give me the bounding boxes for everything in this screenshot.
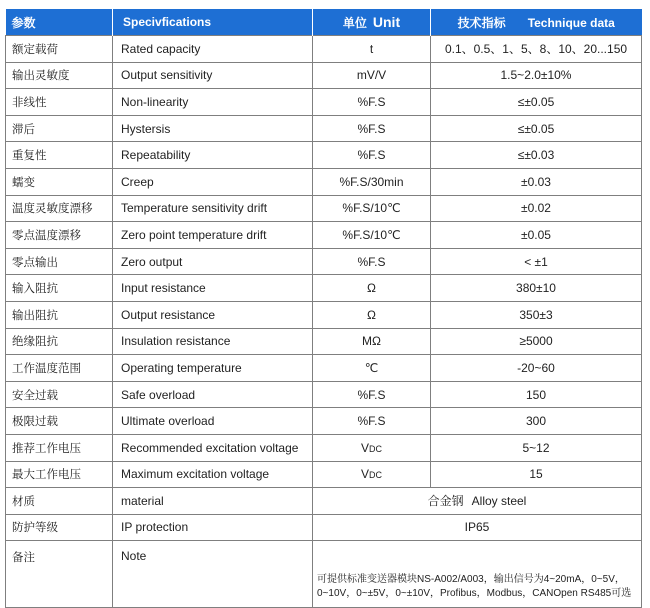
row-cn-label: 极限过载 bbox=[6, 408, 113, 435]
table-row bbox=[6, 461, 642, 488]
row-value: 5~12 bbox=[431, 434, 642, 461]
row-en-label: Non-linearity bbox=[113, 89, 313, 116]
row-cn-label: 绝缘阻抗 bbox=[6, 328, 113, 355]
row-value: < ±1 bbox=[431, 248, 642, 275]
row-value: ≥5000 bbox=[431, 328, 642, 355]
table-row bbox=[6, 248, 642, 275]
row-en-label: Temperature sensitivity drift bbox=[113, 195, 313, 222]
row-en-label: material bbox=[113, 488, 313, 515]
spec-table-container bbox=[5, 9, 641, 608]
row-en-label: Safe overload bbox=[113, 381, 313, 408]
row-en-label: Input resistance bbox=[113, 275, 313, 302]
header-param: 参数 bbox=[6, 9, 113, 36]
row-en-label: Repeatability bbox=[113, 142, 313, 169]
row-unit bbox=[313, 434, 431, 461]
row-unit: %F.S bbox=[313, 248, 431, 275]
material-value bbox=[313, 488, 642, 515]
row-en-label: Note bbox=[113, 541, 313, 608]
row-value: 350±3 bbox=[431, 301, 642, 328]
row-unit: %F.S bbox=[313, 115, 431, 142]
row-unit: %F.S/10℃ bbox=[313, 222, 431, 249]
row-value: ≤±0.05 bbox=[431, 89, 642, 116]
specification-table bbox=[5, 9, 642, 608]
note-value: 可提供标准变送器模块NS-A002/A003，输出信号为4~20mA，0~5V，0~10V，0~±5V，0~±10V，Profibus，Modbus，CANOpen RS485可选 bbox=[313, 541, 642, 608]
row-en-label: Insulation resistance bbox=[113, 328, 313, 355]
header-specifications: Specivfications bbox=[113, 9, 313, 36]
table-row bbox=[6, 275, 642, 302]
row-en-label: Maximum excitation voltage bbox=[113, 461, 313, 488]
row-value: ≤±0.05 bbox=[431, 115, 642, 142]
row-cn-label: 蠕变 bbox=[6, 168, 113, 195]
row-cn-label: 防护等级 bbox=[6, 514, 113, 541]
row-unit: t bbox=[313, 36, 431, 63]
row-value: -20~60 bbox=[431, 355, 642, 382]
row-cn-label: 额定载荷 bbox=[6, 36, 113, 63]
row-value: ±0.02 bbox=[431, 195, 642, 222]
row-cn-label: 输入阻抗 bbox=[6, 275, 113, 302]
table-row bbox=[6, 115, 642, 142]
header-data-en: Technique data bbox=[527, 15, 615, 30]
row-value: 150 bbox=[431, 381, 642, 408]
table-row bbox=[6, 62, 642, 89]
row-value: 15 bbox=[431, 461, 642, 488]
row-cn-label: 零点输出 bbox=[6, 248, 113, 275]
row-en-label: Rated capacity bbox=[113, 36, 313, 63]
table-row-protection bbox=[6, 514, 642, 541]
row-unit: Ω bbox=[313, 275, 431, 302]
header-technique-data bbox=[431, 9, 642, 36]
table-row bbox=[6, 381, 642, 408]
row-en-label: Creep bbox=[113, 168, 313, 195]
row-en-label: Zero point temperature drift bbox=[113, 222, 313, 249]
table-row bbox=[6, 89, 642, 116]
row-unit bbox=[313, 461, 431, 488]
row-en-label: IP protection bbox=[113, 514, 313, 541]
table-row bbox=[6, 195, 642, 222]
header-unit bbox=[313, 9, 431, 36]
row-unit: MΩ bbox=[313, 328, 431, 355]
row-value: ±0.03 bbox=[431, 168, 642, 195]
row-en-label: Hystersis bbox=[113, 115, 313, 142]
row-en-label: Output resistance bbox=[113, 301, 313, 328]
table-header bbox=[6, 9, 642, 36]
row-value: ≤±0.03 bbox=[431, 142, 642, 169]
row-unit: mV/V bbox=[313, 62, 431, 89]
row-unit: ℃ bbox=[313, 355, 431, 382]
row-cn-label: 滞后 bbox=[6, 115, 113, 142]
row-en-label: Output sensitivity bbox=[113, 62, 313, 89]
row-cn-label: 最大工作电压 bbox=[6, 461, 113, 488]
table-row bbox=[6, 434, 642, 461]
row-cn-label: 推荐工作电压 bbox=[6, 434, 113, 461]
table-row bbox=[6, 301, 642, 328]
row-en-label: Ultimate overload bbox=[113, 408, 313, 435]
row-cn-label: 工作温度范围 bbox=[6, 355, 113, 382]
table-row bbox=[6, 222, 642, 249]
row-en-label: Operating temperature bbox=[113, 355, 313, 382]
row-cn-label: 输出阻抗 bbox=[6, 301, 113, 328]
row-value: 1.5~2.0±10% bbox=[431, 62, 642, 89]
table-row-material bbox=[6, 488, 642, 515]
table-body bbox=[6, 36, 642, 608]
unit-subscript: DC bbox=[369, 470, 382, 481]
header-data-cn: 技术指标 bbox=[457, 15, 506, 30]
header-unit-en: Unit bbox=[372, 13, 401, 30]
row-value: 300 bbox=[431, 408, 642, 435]
table-row bbox=[6, 408, 642, 435]
table-row bbox=[6, 355, 642, 382]
row-unit: Ω bbox=[313, 301, 431, 328]
row-cn-label: 重复性 bbox=[6, 142, 113, 169]
unit-main: V bbox=[360, 440, 369, 455]
row-unit: %F.S bbox=[313, 142, 431, 169]
row-unit: %F.S/10℃ bbox=[313, 195, 431, 222]
row-value: 0.1、0.5、1、5、8、10、20...150 bbox=[431, 36, 642, 63]
row-cn-label: 材质 bbox=[6, 488, 113, 515]
row-value: 380±10 bbox=[431, 275, 642, 302]
table-row-note bbox=[6, 541, 642, 608]
row-en-label: Zero output bbox=[113, 248, 313, 275]
material-value-cn: 合金钢 bbox=[427, 494, 464, 509]
table-row bbox=[6, 168, 642, 195]
row-cn-label: 备注 bbox=[6, 541, 113, 608]
table-row bbox=[6, 36, 642, 63]
row-cn-label: 零点温度漂移 bbox=[6, 222, 113, 249]
row-cn-label: 输出灵敏度 bbox=[6, 62, 113, 89]
header-unit-cn: 单位 bbox=[342, 15, 367, 30]
row-unit: %F.S bbox=[313, 381, 431, 408]
unit-subscript: DC bbox=[369, 443, 382, 454]
row-cn-label: 非线性 bbox=[6, 89, 113, 116]
material-value-en: Alloy steel bbox=[471, 494, 527, 509]
table-row bbox=[6, 142, 642, 169]
unit-main: V bbox=[360, 467, 369, 482]
protection-value: IP65 bbox=[313, 514, 642, 541]
row-cn-label: 安全过载 bbox=[6, 381, 113, 408]
table-row bbox=[6, 328, 642, 355]
row-unit: %F.S bbox=[313, 408, 431, 435]
row-cn-label: 温度灵敏度漂移 bbox=[6, 195, 113, 222]
row-en-label: Recommended excitation voltage bbox=[113, 434, 313, 461]
row-value: ±0.05 bbox=[431, 222, 642, 249]
row-unit: %F.S/30min bbox=[313, 168, 431, 195]
row-unit: %F.S bbox=[313, 89, 431, 116]
